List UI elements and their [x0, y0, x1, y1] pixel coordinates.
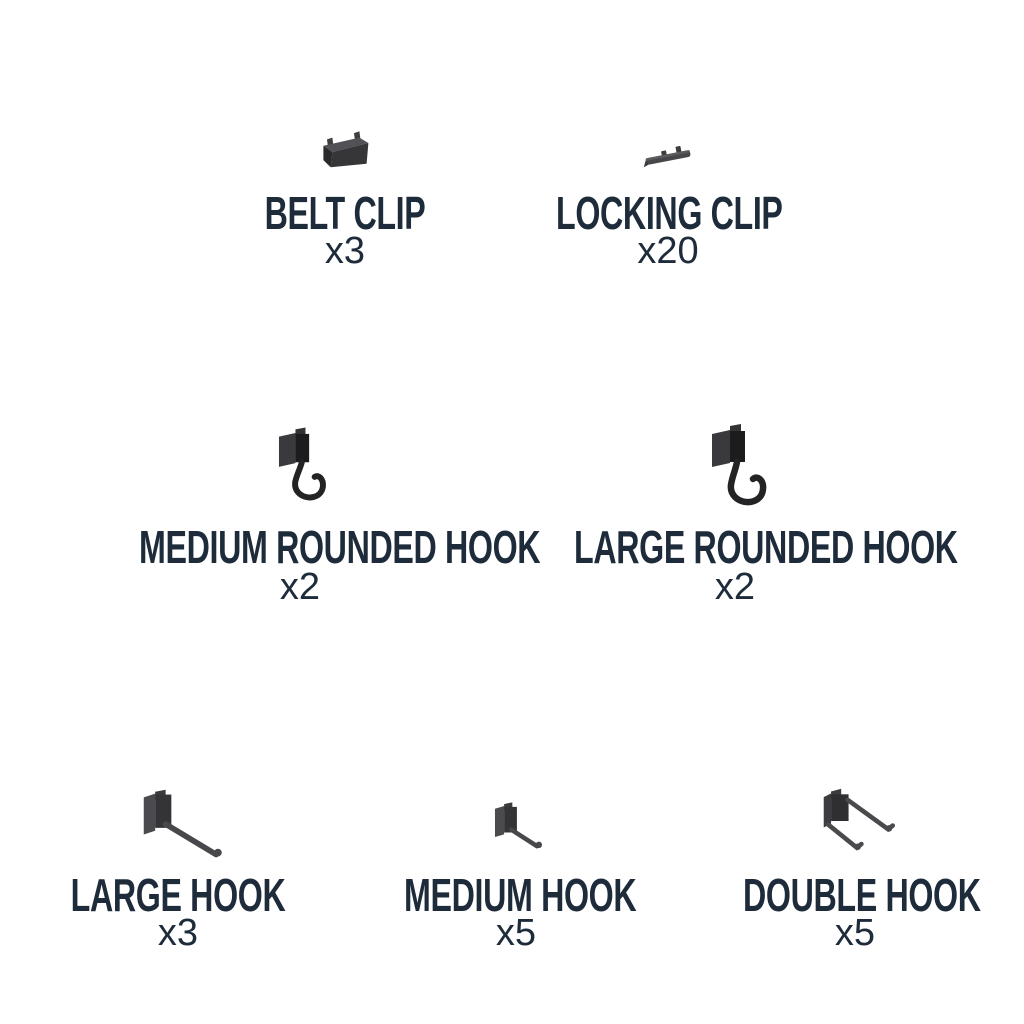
belt-clip-icon [318, 128, 372, 181]
large-rounded-hook-icon [700, 422, 770, 513]
item-label: LARGE HOOK [70, 869, 286, 921]
medium-rounded-hook-icon [268, 425, 332, 510]
item-label: LARGE ROUNDED HOOK [574, 521, 958, 573]
item-count: x5 [495, 912, 537, 954]
item-medium-hook [356, 782, 676, 962]
item-belt-clip [185, 120, 505, 280]
item-count: x2 [714, 566, 756, 608]
item-count: x3 [324, 230, 366, 272]
item-locking-clip [508, 120, 828, 280]
item-medium-rounded-hook [70, 420, 541, 620]
item-count: x2 [279, 566, 321, 608]
item-large-hook [18, 782, 338, 962]
double-hook-icon [809, 784, 901, 863]
item-large-rounded-hook [505, 418, 965, 618]
large-hook-icon [130, 786, 226, 869]
item-label: MEDIUM ROUNDED HOOK [139, 521, 541, 573]
item-label: MEDIUM HOOK [404, 869, 637, 921]
locking-clip-icon [640, 140, 696, 175]
item-count: x3 [157, 912, 199, 954]
medium-hook-icon [484, 798, 548, 861]
item-label: BELT CLIP [264, 187, 426, 239]
item-label: LOCKING CLIP [556, 187, 783, 239]
item-label: DOUBLE HOOK [743, 869, 981, 921]
item-count: x20 [637, 230, 699, 272]
item-double-hook [695, 782, 1015, 962]
item-count: x5 [834, 912, 876, 954]
